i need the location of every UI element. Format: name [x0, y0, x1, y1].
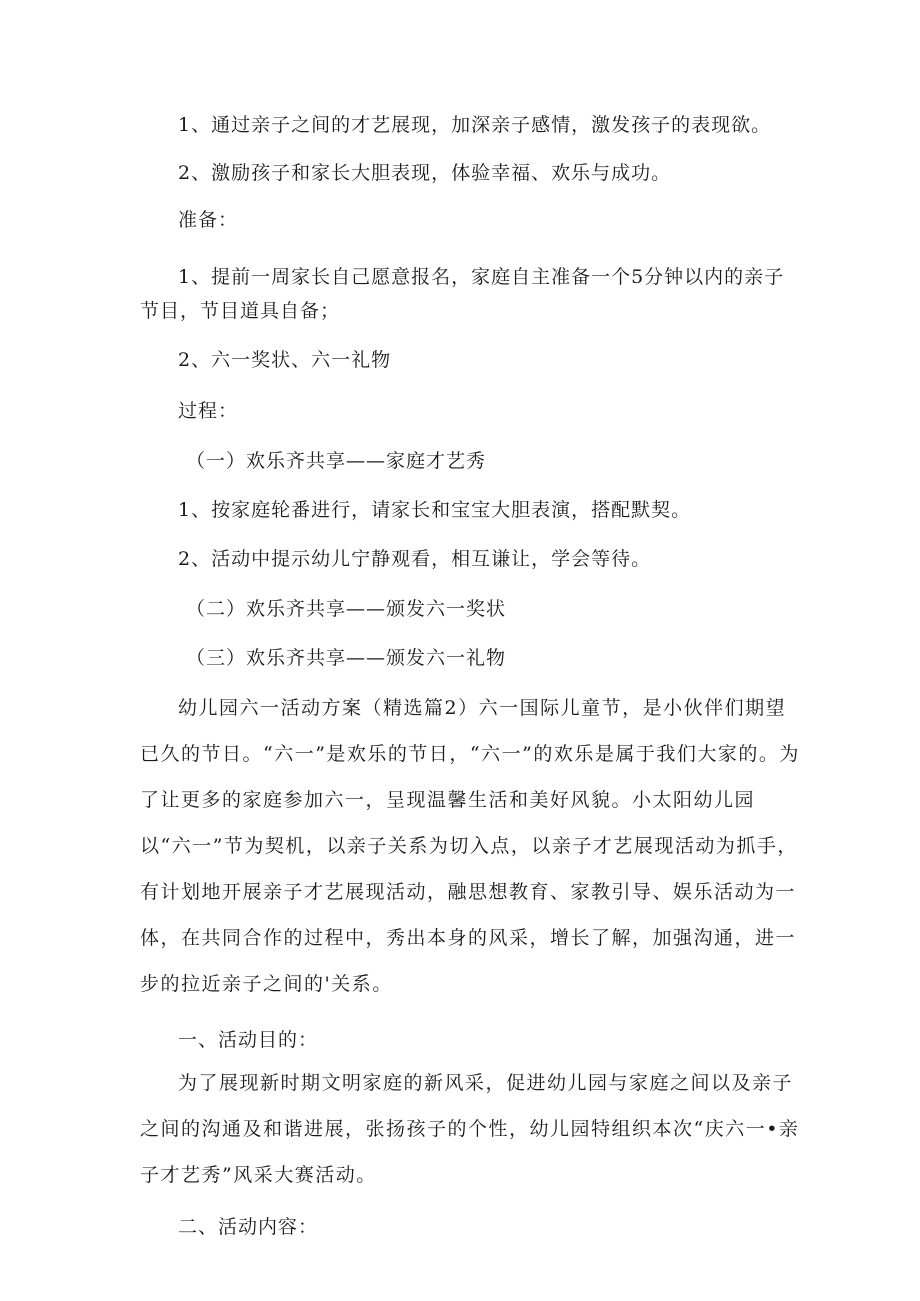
goal-item-2: 2、激励孩子和家长大胆表现，体验幸福、欢乐与成功。 — [178, 162, 672, 184]
process-section-2: （二）欢乐齐共享——颁发六一奖状 — [186, 598, 507, 620]
goal-item-1: 1、通过亲子之间的才艺展现，加深亲子感情，激发孩子的表现欲。 — [178, 114, 772, 136]
plan-intro-paragraph: 幼儿园六一活动方案（精选篇2）六一国际儿童节，是小伙伴们期望已久的节日。“六一”是欢乐的节日，“六一”的欢乐是属于我们大家的。为了让更多的家庭参加六一，呈现温馨生活和美好风貌。小太阳幼儿园以“六一”节为契机，以亲子关系为切入点，以亲子才艺展现活动为抓手，有计划地开展亲子才艺展现活动，融思想教育、家教引导、娱乐活动为一体，在共同合作的过程中，秀出本身的风采，增长了解，加强沟通，进一步的拉近亲子之间的'关系。 — [140, 697, 800, 995]
preparation-item-1-line-2: 节目，节目道具自备； — [140, 300, 341, 322]
process-section-3: （三）欢乐齐共享——颁发六一礼物 — [186, 647, 507, 669]
preparation-item-1-line-1: 1、提前一周家长自己愿意报名，家庭自主准备一个5分钟以内的亲子 — [178, 266, 785, 288]
process-item-1: 1、按家庭轮番进行，请家长和宝宝大胆表演，搭配默契。 — [178, 499, 692, 521]
preparation-item-2: 2、六一奖状、六一礼物 — [178, 349, 392, 371]
process-heading: 过程： — [178, 400, 239, 422]
preparation-heading: 准备： — [178, 209, 239, 231]
purpose-paragraph: 为了展现新时期文明家庭的新风采，促进幼儿园与家庭之间以及亲子之间的沟通及和谐进展，张扬孩子的个性，幼儿园特组织本次“庆六一•亲子才艺秀”风采大赛活动。 — [140, 1072, 800, 1186]
purpose-heading: 一、活动目的： — [178, 1029, 319, 1051]
process-item-2: 2、活动中提示幼儿宁静观看，相互谦让，学会等待。 — [178, 548, 652, 570]
process-section-1: （一）欢乐齐共享——家庭才艺秀 — [186, 450, 487, 472]
content-heading: 二、活动内容： — [178, 1216, 319, 1238]
